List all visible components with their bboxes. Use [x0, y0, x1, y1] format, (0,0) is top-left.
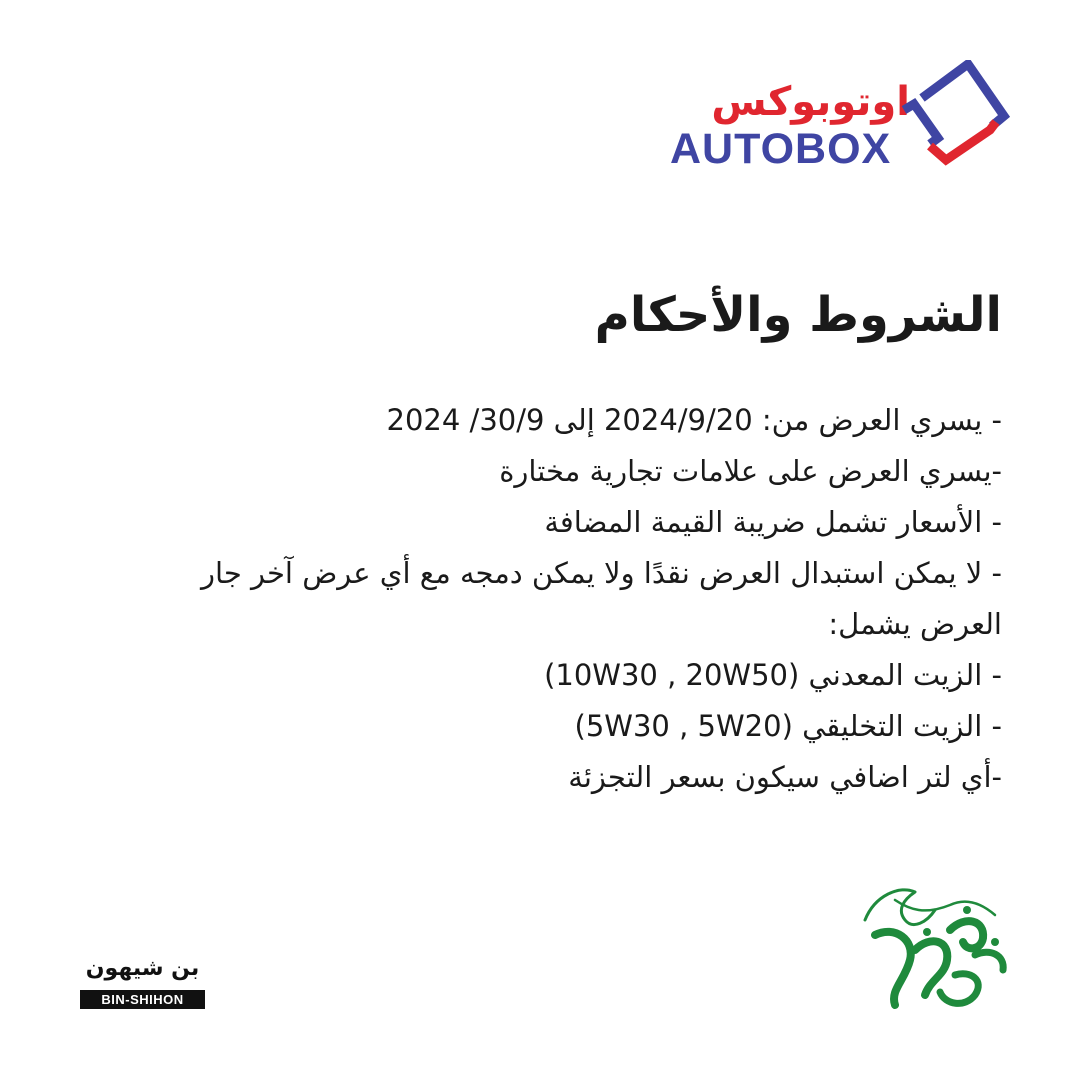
- term-item: - لا يمكن استبدال العرض نقدًا ولا يمكن دمجه مع أي عرض آخر جار: [201, 556, 1002, 590]
- term-item: -يسري العرض على علامات تجارية مختارة: [499, 454, 1002, 488]
- terms-list: [42, 395, 1002, 803]
- term-item: - الأسعار تشمل ضريبة القيمة المضافة: [544, 505, 1002, 539]
- term-item: العرض يشمل:: [828, 607, 1002, 641]
- term-item: - الزيت التخليقي (5W30 , 5W20): [574, 709, 1002, 743]
- brand-name-english: AUTOBOX: [670, 125, 892, 173]
- autobox-logo: [660, 60, 1010, 173]
- term-item: -أي لتر اضافي سيكون بسعر التجزئة: [568, 760, 1002, 794]
- diamond-box-icon: [900, 60, 1010, 170]
- bin-shihon-logo: [80, 950, 205, 1010]
- brand-name-arabic: اوتوبوكس: [711, 79, 910, 125]
- saudi-national-day-emblem: [855, 880, 1015, 1015]
- page-title: الشروط والأحكام: [594, 287, 1002, 343]
- term-item: - يسري العرض من: 2024/9/20 إلى 30/9/ 2024: [386, 403, 1002, 437]
- partner-name-english: BIN-SHIHON: [80, 990, 205, 1009]
- term-item: - الزيت المعدني (10W30 , 20W50): [544, 658, 1002, 692]
- partner-name-arabic: بن شيهون: [85, 956, 200, 981]
